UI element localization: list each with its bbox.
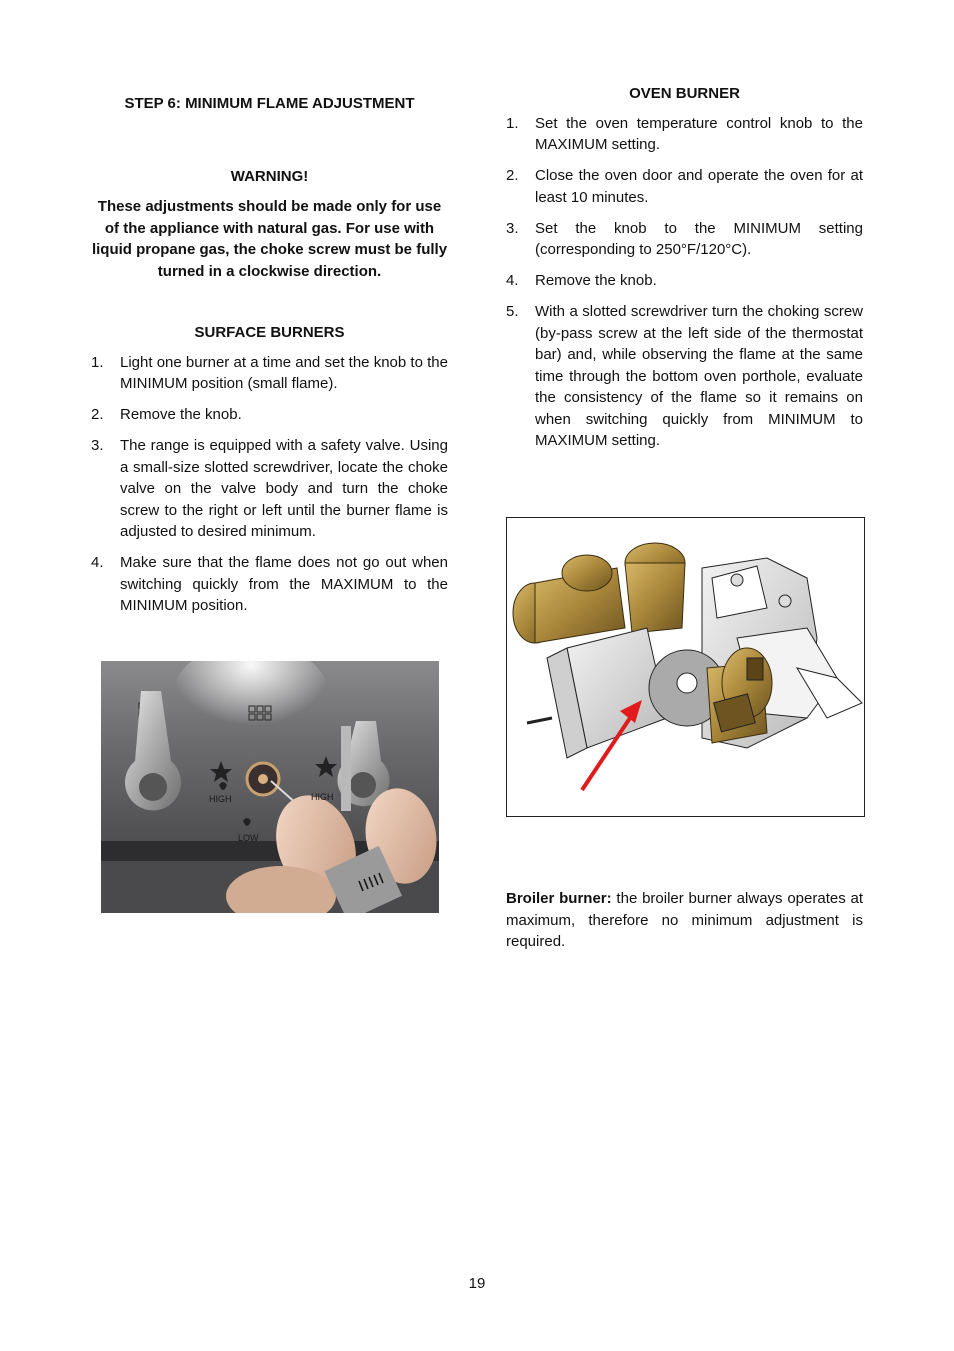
step-title: STEP 6: MINIMUM FLAME ADJUSTMENT (124, 95, 415, 112)
warning-text: These adjustments should be made only for use of the appliance with natural gas. For use with liquid propane gas, the choke screw must be fully turned in a clockwise direction. (91, 198, 448, 280)
photo-label-high-right: HIGH (311, 792, 334, 802)
screwdriver-adjustment-illustration (101, 661, 439, 913)
list-item: 4. Make sure that the flame does not go out when switching quickly from the MAXIMUM to the MINIMUM position. (91, 554, 448, 614)
list-item: 1. Light one burner at a time and set the knob to the MINIMUM position (small flame). (91, 353, 448, 392)
list-item: 5. With a slotted screwdriver turn the choking screw (by-pass screw at the left side of the thermostat bar) and, while observing the flame at the same time through the bottom oven porthole, evaluate the consistency of the flame so it remains on when switching quickly from MINIMUM to MAXIMUM setting. (506, 303, 863, 449)
oven-burner-title: OVEN BURNER (629, 85, 740, 102)
list-item: 4. Remove the knob. (506, 272, 657, 289)
surface-burners-steps (91, 352, 448, 617)
thermostat-valve-diagram (506, 517, 865, 817)
broiler-text: the broiler burner always operates at maximum, therefore no minimum adjustment is required. (506, 890, 863, 950)
broiler-note (506, 888, 863, 953)
warning-title: WARNING! (230, 167, 309, 185)
list-item: 2. Remove the knob. (91, 406, 242, 423)
surface-burner-photo (101, 661, 439, 913)
list-item: 3. Set the knob to the MINIMUM setting (corresponding to 250°F/120°C). (506, 219, 863, 258)
right-column (506, 83, 863, 461)
page-number: 19 (468, 1275, 486, 1292)
broiler-label: Broiler burner: (506, 890, 612, 907)
left-column (91, 93, 448, 626)
valve-assembly-illustration (507, 518, 864, 816)
oven-burner-steps (506, 113, 863, 452)
photo-label-low: LOW (238, 833, 259, 843)
list-item: 1. Set the oven temperature control knob to the MAXIMUM setting. (506, 114, 863, 153)
surface-burners-title: SURFACE BURNERS (194, 324, 345, 341)
list-item: 3. The range is equipped with a safety valve. Using a small-size slotted screwdriver, locate the choke valve on the valve body and turn the choke screw to the right or left until the burner flame is adjusted to desired minimum. (91, 437, 448, 540)
list-item: 2. Close the oven door and operate the oven for at least 10 minutes. (506, 167, 863, 206)
photo-label-high-left: HIGH (209, 794, 232, 804)
